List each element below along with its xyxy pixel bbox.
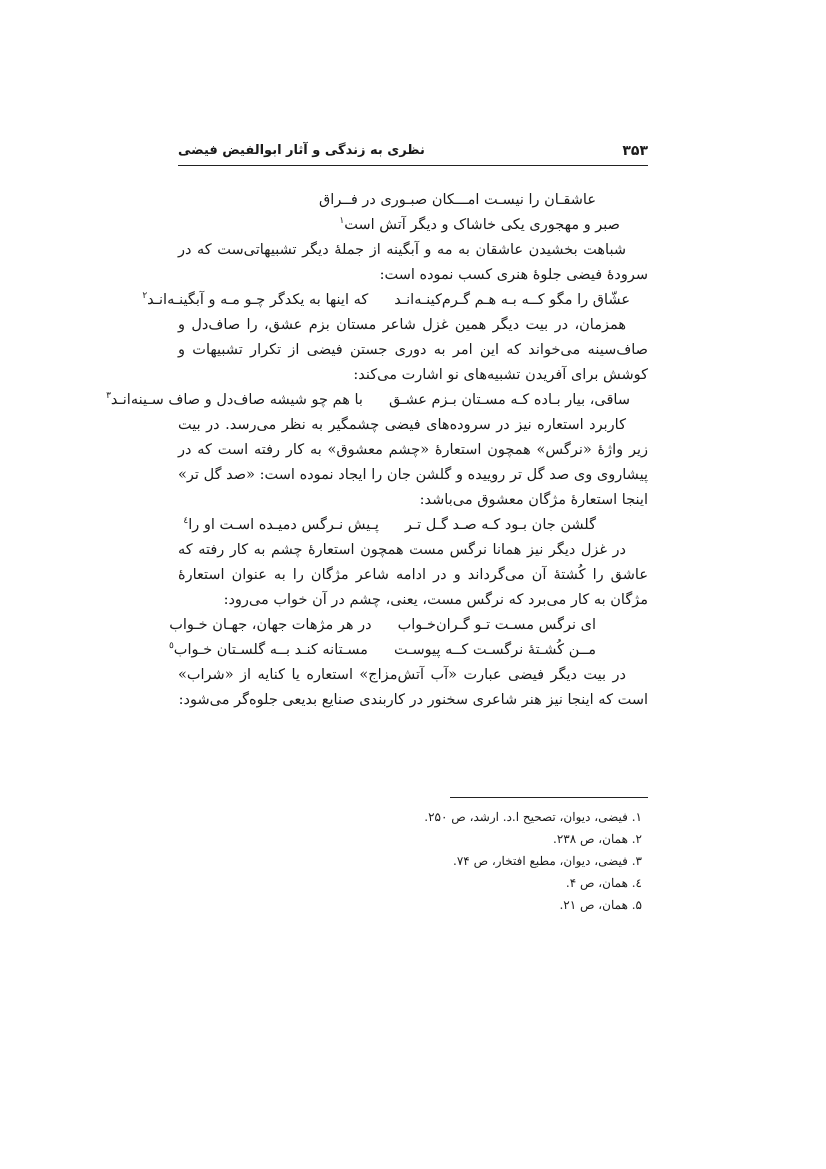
- running-header: [178, 143, 648, 165]
- footnote-ref-3: ۳: [106, 391, 111, 402]
- footnote-ref-5: ٥: [168, 641, 174, 652]
- footnote-item: ۱. فیضی، دیوان، تصحیح ا.د. ارشد، ص ۲۵۰.: [424, 810, 642, 824]
- verse-4b-text: پـیش نـرگس دمیـده اسـت او را: [188, 517, 379, 533]
- verse-6a-text: مــن کُشـتهٔ نرگسـت کــه پیوسـت: [393, 642, 596, 658]
- body-text: [106, 188, 648, 713]
- verse-6: [168, 638, 648, 663]
- verse-2b-text: که اینها به یکدگر چـو مـه و آبگینـه‌انـد: [147, 292, 369, 308]
- page-number: ۳۵۳: [622, 143, 648, 159]
- verse-1b: [178, 213, 648, 238]
- header-rule: [178, 165, 648, 166]
- verse-3a-text: ساقی، بیار بـاده کـه مسـتان بـزم عشـق: [388, 392, 630, 408]
- footnote-item: ٤. همان، ص ۴.: [565, 876, 642, 890]
- paragraph-2: همزمان، در بیت دیگر همین غزل شاعر مستان بزم عشق، را صاف‌دل و صاف‌سینه می‌خواند که این امر به دوری جستن فیضی از تکرار تشبیهات و کوشش برای آفریدن تشبیه‌های نو اشارت می‌کند:: [178, 317, 648, 383]
- verse-3b-text: با هم چو شیشه صاف‌دل و صاف سـینه‌انـد: [110, 392, 363, 408]
- verse-1a: [178, 188, 648, 213]
- paragraph-5: در بیت دیگر فیضی عبارت «آب آتش‌مزاج» استعاره یا کنایه از «شراب» است که اینجا نیز هنر شاعری سخنور در کاربندی صنایع بدیعی جلوه‌گر می‌شود:: [178, 667, 648, 708]
- footnote-ref-1: ۱: [339, 216, 345, 227]
- verse-2: [142, 288, 648, 313]
- verse-5b-text: در هر مژهات جهان، جهـان خـواب: [169, 617, 372, 633]
- verse-1a-text: عاشقـان را نیسـت امـــکان صبـوری در فــراق: [319, 192, 596, 208]
- verse-4a-text: گلشن جان بـود کـه صـد گـل تـر: [404, 517, 596, 533]
- verse-4: [178, 513, 648, 538]
- footnote-item: ۵. همان، ص ۲۱.: [559, 898, 642, 912]
- footnote-ref-2: ۲: [142, 291, 148, 302]
- verse-5: [169, 613, 648, 638]
- footnotes: [178, 806, 648, 916]
- paragraph-4: در غزل دیگر نیز همانا نرگس مست همچون استعارهٔ چشم به کار رفته که عاشق را کُشتهٔ آن می‌گرداند و در ادامه شاعر مژگان را به عنوان استعارهٔ مژگان به کار می‌برد که نرگس مست، یعنی، چشم در آن خواب می‌رود:: [178, 542, 648, 608]
- paragraph-3: کاربرد استعاره نیز در سروده‌های فیضی چشمگیر به نظر می‌رسد. در بیت زیر واژهٔ «نرگس» همچون استعارهٔ «چشم معشوق» به کار رفته است که در پیشاروی وی صد گل تر روییده و گلشن جان را ایجاد نموده است: «صد گل تر» اینجا استعارهٔ مژگان معشوق می‌باشد:: [178, 417, 648, 508]
- verse-1b-text: صبر و مهجوری یکی خاشاک و دیگر آتش است: [344, 217, 620, 233]
- verse-3: [106, 388, 648, 413]
- footnote-item: ۲. همان، ص ۲۳۸.: [553, 832, 642, 846]
- paragraph-1: شباهت بخشیدن عاشقان به مه و آبگینه از جملهٔ دیگر تشبیهاتی‌ست که در سرودهٔ فیضی جلوهٔ هنری کسب نموده است:: [178, 242, 648, 283]
- verse-5a-text: ای نرگس مسـت تـو گـران‌خـواب: [397, 617, 596, 633]
- footnote-item: ۳. فیضی، دیوان، مطبع افتخار، ص ۷۴.: [453, 854, 642, 868]
- footnote-ref-4: ٤: [183, 516, 189, 527]
- verse-6b-text: مسـتانه کنـد بــه گلسـتان خـواب: [173, 642, 368, 658]
- footnote-rule: [450, 797, 648, 798]
- verse-2a-text: عشّاق را مگو کــه بـه هـم گـرم‌کینـه‌انـد: [394, 292, 630, 308]
- running-title: نظری به زندگی و آثار ابوالفیض فیضی: [178, 143, 425, 158]
